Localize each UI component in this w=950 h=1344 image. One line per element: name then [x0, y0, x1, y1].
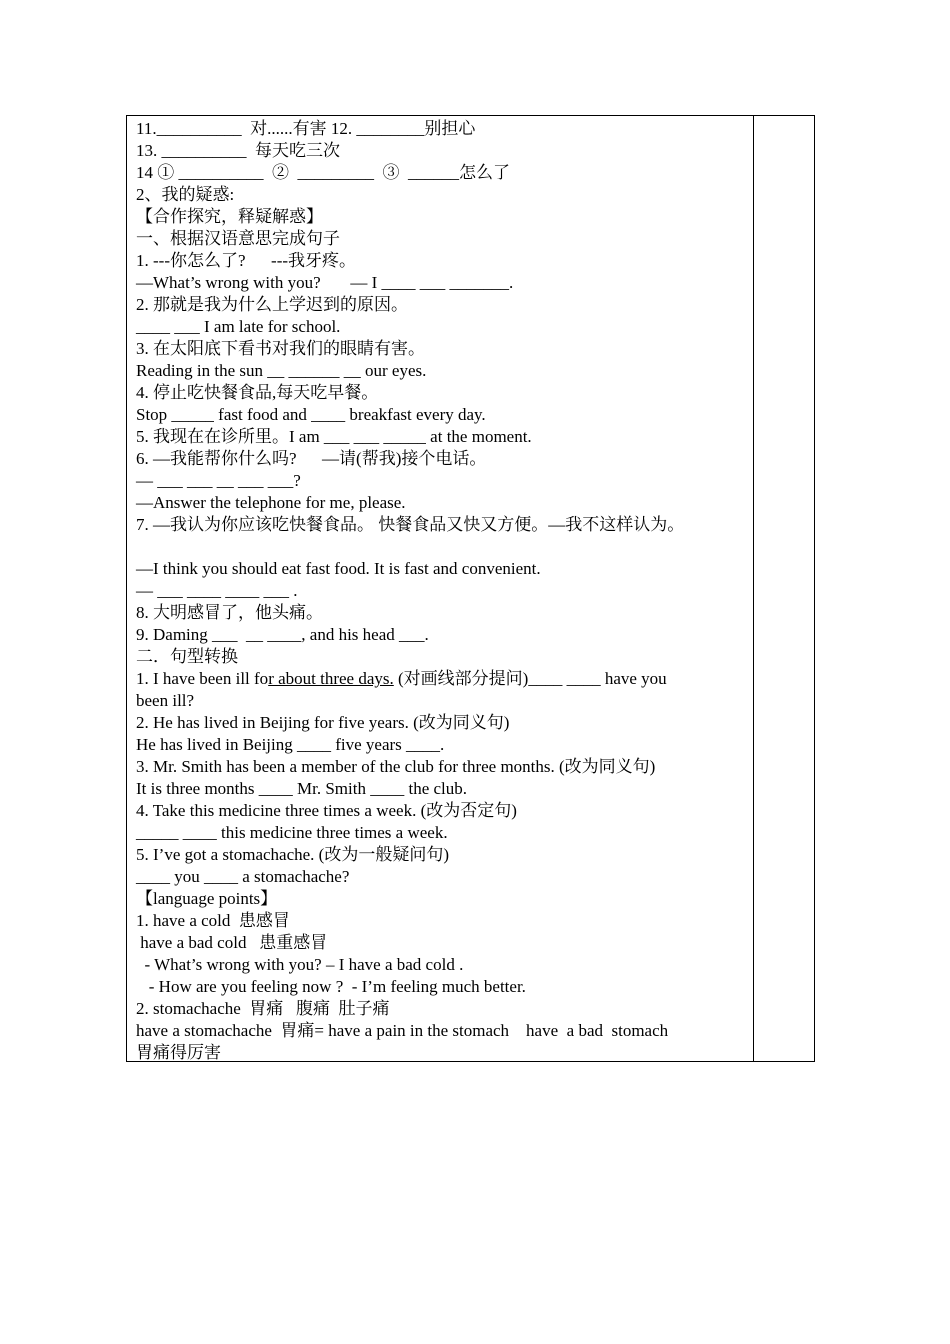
question-9-english: 9. Daming ___ __ ____, and his head ___. [136, 625, 429, 644]
transform-1 [136, 668, 748, 690]
transform-1-start: 1. I have been ill fo [136, 669, 269, 688]
transform-1-underlined: r about three days. [268, 669, 394, 688]
section-heading-language-points: 【language points】 [136, 889, 278, 908]
point-2-title: 2. stomachache 胃痛 腹痛 肚子痛 [136, 999, 390, 1018]
question-1-chinese: 1. ---你怎么了? ---我牙疼。 [136, 251, 357, 270]
section-heading-transform: 二．句型转换 [136, 647, 238, 666]
point-2-meaning: 胃痛得厉害 [136, 1043, 221, 1062]
transform-5-question: 5. I’ve got a stomachache. (改为一般疑问句) [136, 845, 449, 864]
question-3-chinese: 3. 在太阳底下看书对我们的眼睛有害。 [136, 339, 425, 358]
point-1-example-1: - What’s wrong with you? – I have a bad cold . [136, 955, 464, 974]
transform-1-end: (对画线部分提问)____ ____ have you [393, 669, 667, 688]
transform-2-answer: He has lived in Beijing ____ five years ____. [136, 735, 445, 754]
transform-5-answer: ____ you ____ a stomachache? [136, 867, 350, 886]
question-6-english: —Answer the telephone for me, please. [136, 493, 406, 512]
worksheet-table [126, 115, 815, 1062]
section-heading-cooperation: 【合作探究，释疑解惑】 [136, 207, 323, 226]
point-1-phrase: have a bad cold 患重感冒 [136, 933, 328, 952]
transform-1-continued: been ill? [136, 691, 195, 710]
question-6-chinese: 6. —我能帮你什么吗? —请(帮我)接个电话。 [136, 449, 487, 468]
question-5: 5. 我现在在诊所里。I am ___ ___ _____ at the moment. [136, 427, 532, 446]
question-1-english: —What’s wrong with you? — I ____ ___ _______. [136, 273, 514, 292]
transform-4-answer: _____ ____ this medicine three times a week. [136, 823, 448, 842]
question-2-english: ____ ___ I am late for school. [136, 317, 341, 336]
section-heading-complete-sentences: 一、根据汉语意思完成句子 [136, 229, 340, 248]
point-1-example-2: - How are you feeling now ? - I’m feeling much better. [136, 977, 526, 996]
question-7-chinese: 7. —我认为你应该吃快餐食品。 快餐食品又快又方便。—我不这样认为。 [136, 515, 685, 534]
question-2-chinese: 2. 那就是我为什么上学迟到的原因。 [136, 295, 408, 314]
question-7-blanks: — ___ ____ ____ ___ . [136, 581, 298, 600]
point-1-title: 1. have a cold 患感冒 [136, 911, 290, 930]
vocab-line-14: 14 ① __________ ② _________ ③ ______怎么了 [136, 163, 510, 182]
worksheet-content [136, 118, 748, 1064]
transform-2-question: 2. He has lived in Beijing for five years. (改为同义句) [136, 713, 510, 732]
transform-3-question: 3. Mr. Smith has been a member of the club for three months. (改为同义句) [136, 757, 656, 776]
question-3-english: Reading in the sun __ ______ __ our eyes. [136, 361, 427, 380]
question-6-blanks: — ___ ___ __ ___ ___? [136, 471, 301, 490]
question-4-chinese: 4. 停止吃快餐食品,每天吃早餐。 [136, 383, 379, 402]
transform-4-question: 4. Take this medicine three times a week. (改为否定句) [136, 801, 517, 820]
vocab-line-13: 13. __________ 每天吃三次 [136, 141, 340, 160]
question-4-english: Stop _____ fast food and ____ breakfast every day. [136, 405, 486, 424]
vocab-line-11-12: 11.__________ 对......有害 12. ________别担心 [136, 119, 476, 138]
question-8-chinese: 8. 大明感冒了，他头痛。 [136, 603, 323, 622]
column-divider [753, 116, 754, 1061]
transform-3-answer: It is three months ____ Mr. Smith ____ the club. [136, 779, 468, 798]
point-2-phrase: have a stomachache 胃痛= have a pain in the stomach have a bad stomach [136, 1021, 669, 1040]
question-7-english: —I think you should eat fast food. It is fast and convenient. [136, 559, 541, 578]
section-my-doubts: 2、我的疑惑: [136, 185, 235, 204]
